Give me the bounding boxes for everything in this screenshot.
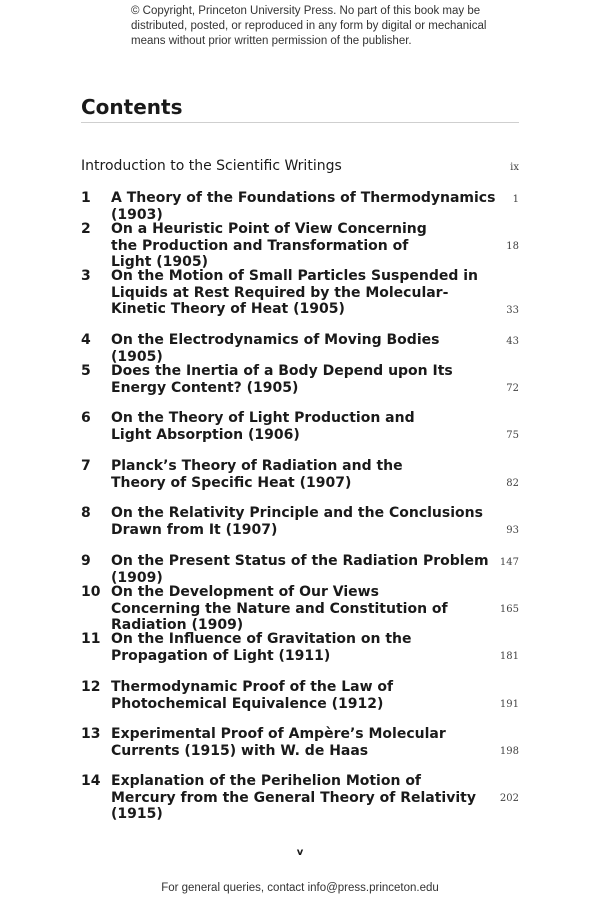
toc-entry-14 <box>81 773 519 822</box>
toc-entry-number: 7 <box>81 458 91 474</box>
toc-entry-3 <box>81 268 519 320</box>
toc-entry-5 <box>81 363 519 397</box>
toc-entry-number: 10 <box>81 584 101 600</box>
toc-entry-page: 1 <box>512 194 519 205</box>
copyright-notice: © Copyright, Princeton University Press. No part of this book may be distributed, posted, or reproduced in any form by digital or mechanical means without prior written permission of the publisher. <box>131 5 487 47</box>
toc-entry-9 <box>81 553 519 586</box>
toc-entry-page: 191 <box>499 699 519 710</box>
toc-entry-title: Thermodynamic Proof of the Law of Photochemical Equivalence (1912) <box>111 679 394 712</box>
toc-entry-number: 14 <box>81 773 101 789</box>
toc-entry-number: 1 <box>81 190 91 206</box>
toc-entry-number: 3 <box>81 268 91 284</box>
toc-entry-number: 2 <box>81 221 91 237</box>
heading-divider <box>81 122 519 123</box>
toc-entry-13 <box>81 726 519 760</box>
page-title: Contents <box>81 95 183 119</box>
toc-entry-title: Planck’s Theory of Radiation and the Theory of Specific Heat (1907) <box>111 458 403 491</box>
toc-entry-number: 9 <box>81 553 91 569</box>
toc-entry-intro <box>81 158 519 178</box>
toc-entry-title: On the Motion of Small Particles Suspended in Liquids at Rest Required by the Molecular-Kinetic Theory of Heat (1905) <box>111 268 479 317</box>
page-number: v <box>296 847 304 858</box>
toc-entry-12 <box>81 679 519 713</box>
toc-entry-number: 6 <box>81 410 91 426</box>
toc-entry-title: On the Present Status of the Radiation Problem (1909) <box>111 553 489 586</box>
toc-entry-title: Experimental Proof of Ampère’s Molecular Currents (1915) with W. de Haas <box>111 726 446 759</box>
toc-entry-title: A Theory of the Foundations of Thermodynamics (1903) <box>111 190 496 223</box>
toc-entry-title: On the Theory of Light Production and Light Absorption (1906) <box>111 410 415 443</box>
toc-entry-page: 33 <box>506 305 519 316</box>
toc-entry-8 <box>81 505 519 539</box>
toc-entry-page: 43 <box>506 336 519 347</box>
toc-entry-6 <box>81 410 519 444</box>
toc-entry-page: 181 <box>499 651 519 662</box>
toc-entry-page: ix <box>510 162 519 173</box>
toc-entry-page: 93 <box>506 525 519 536</box>
contact-footer: For general queries, contact info@press.princeton.edu <box>161 882 439 894</box>
toc-entry-2 <box>81 221 519 270</box>
toc-entry-1 <box>81 190 519 223</box>
toc-entry-title: On the Relativity Principle and the Conclusions Drawn from It (1907) <box>111 505 483 538</box>
toc-entry-title: On the Electrodynamics of Moving Bodies (1905) <box>111 332 440 365</box>
toc-entry-title: Introduction to the Scientific Writings <box>81 158 342 174</box>
toc-entry-page: 82 <box>506 478 519 489</box>
toc-entry-number: 8 <box>81 505 91 521</box>
toc-entry-title: Explanation of the Perihelion Motion of Mercury from the General Theory of Relativity (1915) <box>111 773 476 822</box>
toc-entry-title: On the Development of Our Views Concerning the Nature and Constitution of Radiation (1909) <box>111 584 448 633</box>
toc-entry-page: 202 <box>499 793 519 804</box>
toc-entry-number: 4 <box>81 332 91 348</box>
toc-entry-title: Does the Inertia of a Body Depend upon Its Energy Content? (1905) <box>111 363 453 396</box>
toc-entry-10 <box>81 584 519 633</box>
toc-entry-page: 198 <box>499 746 519 757</box>
toc-entry-4 <box>81 332 519 365</box>
toc-entry-page: 72 <box>506 383 519 394</box>
toc-entry-number: 12 <box>81 679 101 695</box>
toc-entry-7 <box>81 458 519 492</box>
toc-entry-number: 13 <box>81 726 101 742</box>
toc-entry-title: On a Heuristic Point of View Concerning the Production and Transformation of Light (1905) <box>111 221 427 270</box>
toc-entry-title: On the Influence of Gravitation on the Propagation of Light (1911) <box>111 631 412 664</box>
toc-entry-number: 11 <box>81 631 101 647</box>
toc-entry-page: 18 <box>506 241 519 252</box>
toc-entry-page: 147 <box>499 557 519 568</box>
toc-entry-number: 5 <box>81 363 91 379</box>
toc-entry-page: 75 <box>506 430 519 441</box>
toc-entry-page: 165 <box>499 604 519 615</box>
toc-entry-11 <box>81 631 519 665</box>
